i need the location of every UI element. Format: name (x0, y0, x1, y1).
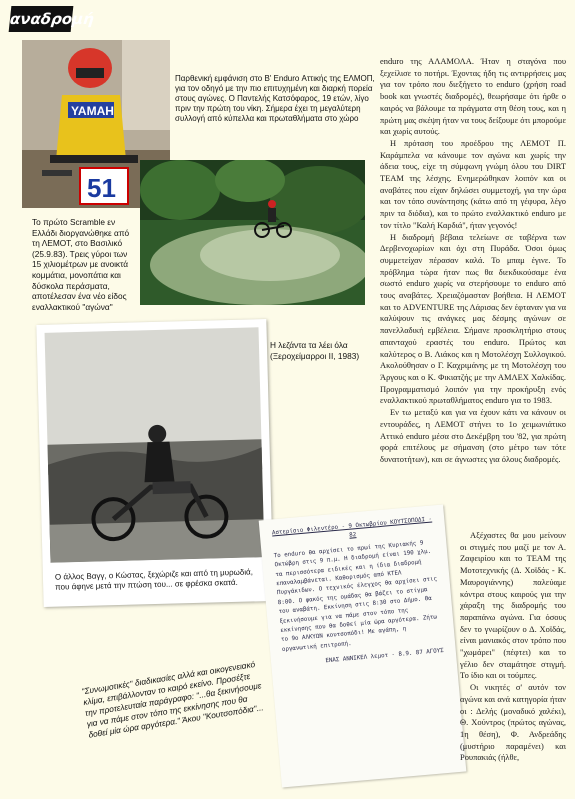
letter-signature: ΕΝΑΣ ΑΝΝΙΚΕΛ λεμοτ - 8.9. 87 ΑΓΟΥΣ (325, 648, 445, 665)
caption-photo-bottom: Ο άλλος Βαγγ, ο Κώστας, ξεχώριζε και από τη μυρωδιά, που άφηνε μετά την πτώση του... σε φρέσκα σκατά. (54, 567, 254, 592)
section-tag: αναδρομή (9, 6, 74, 32)
handwritten-letter (259, 504, 467, 787)
number-plate-text: 51 (87, 173, 116, 203)
article-paragraph-6: Οι νικητές σ' αυτόν τον αγώνα και ανά κατηγορία ήταν οι : Δελής (μοναδικό χαλέκι), Θ. Χούντρος (πρώτος αγώνας, 1η θέση), Φ. Ανδρεάδης (μυστήριο παραμένει) και Ρουπακιάς (ήλθε, (460, 682, 566, 763)
forest-jump-photo (140, 160, 365, 305)
jersey-text: YAMAH (71, 104, 114, 118)
article-paragraph-2: Η πρόταση του προέδρου της ΛΕΜΟΤ Π. Καράμπελα να κάνουμε τον αγώνα και χωρίς την άδεια τους, είχε τη σύμφωνη γνώμη όλου του DIRT TEAM της λέσχης. Ενημερώθηκαν λοιπόν και οι αναβάτες που είχαν δηλώσει συμμετοχή, για την ώρα και τον τόπο συνάντησης (κάτω από τη γέφυρα, λέγο πριν τα διόδια), και το πρώτο εναλλακτικό enduro με τον τίτλο "Καλή Καρδιά", ήταν γεγονός! (380, 137, 566, 230)
bw-rider-photo (36, 319, 273, 607)
forest-illustration (140, 160, 365, 305)
article-wrap-block (460, 530, 566, 764)
letter-body: Το enduro θα αρχίσει το πρωί της Κυριακής 9 Οκτώβρη στις 9 π.μ. Η διαδρομή είναι 190 χλμ. τα περισσότερα ειδικές και η ίδια διαδρομή επαναλαμβάνεται. Καθορισμός από ΚΤΕΛ Πυργάκιδων. Ο τεχνικός έλεγχος θα αρχίσει στις 8:00. Ο φακός της ομάδας θα βάζει το στίγμα του αναβάτη. Εκκίνηση στις 8:30 στο Δήμο. Θα ξεκινήσουμε για να πάμε στον τόπο της εκκίνησης που θα δοθεί μία ώρα αργότερα. Ζήτω το 9ο ΑΛΚΥΩΝ κουτσοπόδι! Με αγάπη, η οργανωτική επιτροπή. (273, 540, 438, 653)
caption-note: "Συνωμοτικές" διαδικασίες αλλά και οικογενειακό κλίμα, επιβάλλονταν το καιρό εκείνο. Προσέξτε την προτελευταία παράγραφο: "...θα ξεκινήσουμε για να πάμε στον τόπο της εκκίνησης που θα δοθεί μία ώρα αργότερα." Άκου "Κουτσοπόδια"... (80, 658, 265, 740)
caption-top-right: Παρθενική εμφάνιση στο Β' Enduro Αττικής της ΕΛΜΟΠ, για τον οδηγό με την πιο επιτυχημένη και διαρκή πορεία στους αγώνες. Ο Παντελής Κατσόφαρος, 19 ετών, λίγο πριν την πρώτη του νίκη. Σήμερα έχει τη μεγαλύτερη συλλογή από κύπελλα και πρωταθλήματα στο χώρο (175, 74, 375, 123)
article-paragraph-1: enduro της ΑΛΑΜΟΛΑ. Ήταν η σταγόνα που ξεχείλισε το ποτήρι. Έχοντας ήδη τις αντιρρήσεις μας για τον τρόπο που διεξήγετο το enduro (χρήση road book και γνωστές διαδρομές), θεωρήσαμε ότι ήρθε ο καιρός να βάλουμε τα πράγματα στη θέση τους, και η πρώτη μας σκέψη ήταν να τους δείξουμε ότι μπορούμε και χωρίς αυτούς. (380, 56, 566, 137)
bw-illustration (36, 319, 273, 607)
letter-heading: Αστερίσιο Φιλεντέρο - 9 Οκτωβρίου ΚΟΥΤΣΟΠΟΔΙ - 82 (271, 516, 433, 540)
article-column (380, 56, 566, 466)
article-paragraph-4: Εν τω μεταξύ και για να έχουν κάτι να κάνουν οι εντουράδες, η ΛΕΜΟΤ στήνει το 1ο χειμωνιάτικο Αττικό enduro μέσα στο Δεκέμβρη του '82, για πρώτη φορά επιτέλους με σήμανση (στο μέτρο των τότε δυνατοτήτων), και σε άγνωστες για όλους διαδρομές. (380, 407, 566, 464)
article-paragraph-5: Αξέχαστες θα μου μείνουν οι στιγμές που μαζί με τον Α. Ζαφειρίου και το TEAM της Μοτοτεχνικής (Δ. Χοϊδάς - Κ. Μαυρογιάννης) παλεύαμε κόντρα στους καιρούς για την χάραξη της διαδρομής του παραπάνω αγώνα. Για όσους δεν το γνωρίζουν ο Δ. Χοϊδάς, είναι μανιακός στον τρόπο που "χωμάρει" (πέφτει) και το γέλιο δεν σταμάτησε στιγμή. Το ίδιο και οι τούμπες. (460, 530, 566, 681)
article-paragraph-3: Η διαδρομή βέβαια τελείωνε σε ταβέρνα των Δερβενοχωρίων και όχι στη Πυράδα. Όσοι όμως συμμετείχαν πέρασαν καλά. Το μπαμ έγινε. Το πρόβλημα τώρα ήταν πως θα διεκδικούσαμε ένα σωστό enduro χωρίς να στερήσουμε το enduro από τους αναβάτες. Χρειαζόμασταν βοήθεια. Η ΛΕΜΟΤ και το ADVENTURE της Λάρισας δεν έφταναν για να καλύψουν τις ανάγκες μας δέσμης αγώνων σε πανελλαδική εμβέλεια. Σήμανε προσκλητήριο στους απανταχού εραστές του enduro. Πρώτος και καλύτερος ο Β. Λιάκος και η Μοτολέσχη Συλλογικού. Ακολούθησαν ο Γ. Καχριμάνης με τη Μοτολέσχη του Άργους και ο Κ. Φικιατζής με την ΑΜΛΕΧ Χαλκίδας. Προγραμματισμό λοιπόν για την προκήρυξη ενός εναλλακτικού πρωταθλήματος enduro για το 1983. (380, 231, 566, 406)
caption-mid-right: Η λεζάντα τα λέει όλα (Ξεροχείμαρροι ΙΙ, 1983) (270, 340, 360, 361)
caption-left-mid: Το πρώτο Scramble εν Ελλάδι διοργανώθηκε από τη ΛΕΜΟΤ, στο Βασιλικό (25.9.83). Τρεις γύροι των 15 χιλιομέτρων με ανοικτά κομμάτια, μονοπάτια και δύσκολα περάσματα, αποτέλεσαν ένα νέο είδος εναλλακτικού "αγώνα" (32, 217, 130, 312)
